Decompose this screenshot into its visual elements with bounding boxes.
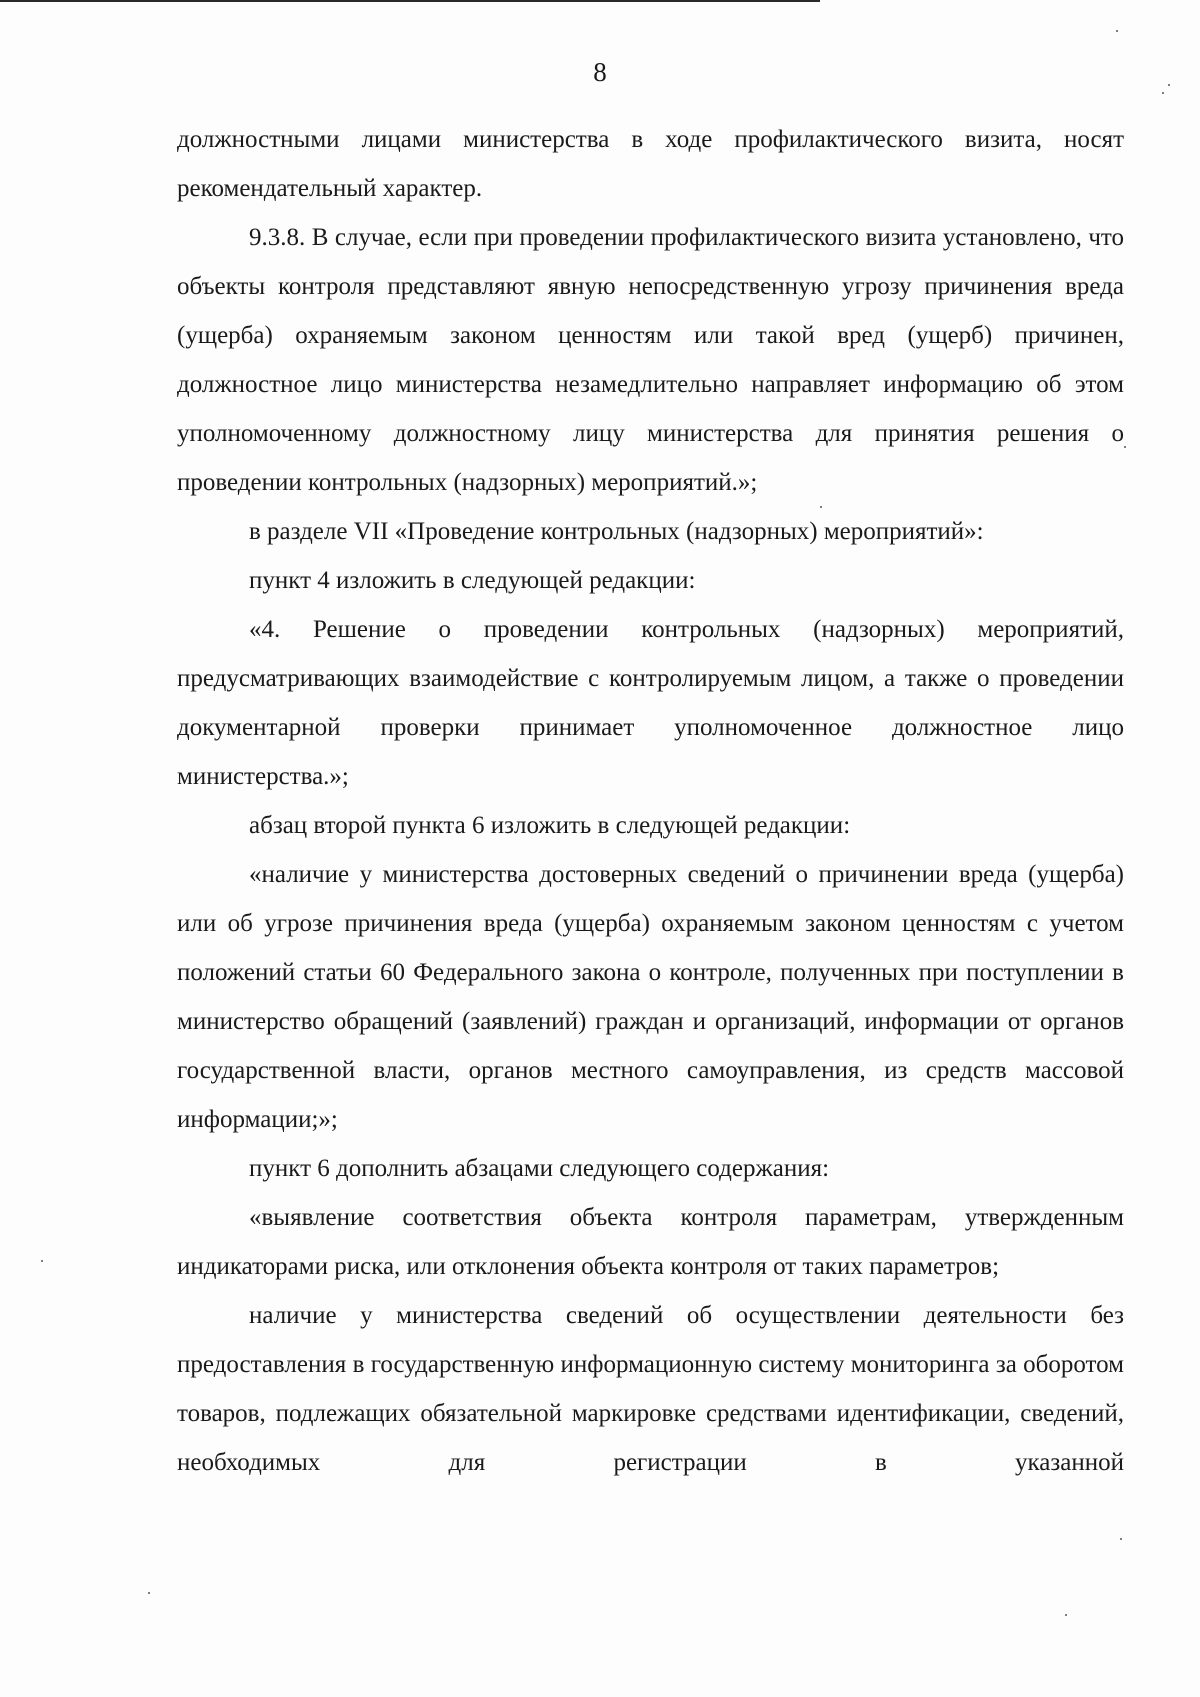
scan-top-edge [0,0,820,2]
scan-speck [1162,92,1164,94]
paragraph: «выявление соответствия объекта контроля параметрам, утвержденным индикаторами риска, или отклонения объекта контроля от таких параметров; [177,1204,1124,1280]
page-number: 8 [593,57,607,87]
scan-speck [820,506,822,508]
paragraph: в разделе VII «Проведение контрольных (надзорных) мероприятий»: [249,518,984,545]
paragraph: абзац второй пункта 6 изложить в следующей редакции: [249,812,851,839]
paragraph: «наличие у министерства достоверных сведений о причинении вреда (ущерба) или об угрозе причинения вреда (ущерба) охраняемым законом ценностям с учетом положений статьи 60 Федерального закона о контроле, полученных при поступлении в министерство обращений (заявлений) граждан и организаций, информации от органов государственной власти, органов местного самоуправления, из средств массовой информации;»; [177,861,1124,1133]
document-body [177,115,1124,1487]
scan-speck [148,1592,150,1594]
scan-speck [1116,30,1118,32]
paragraph: пункт 6 дополнить абзацами следующего содержания: [249,1155,830,1182]
scan-speck [1124,446,1126,448]
paragraph: пункт 4 изложить в следующей редакции: [249,567,696,594]
paragraph: должностными лицами министерства в ходе профилактического визита, носят рекомендательный характер. [177,126,1124,202]
scan-speck [1168,84,1170,86]
scan-speck [41,1260,43,1262]
paragraph: 9.3.8. В случае, если при проведении профилактического визита установлено, что объекты контроля представляют явную непосредственную угрозу причинения вреда (ущерба) охраняемым законом ценностям или такой вред (ущерб) причинен, должностное лицо министерства незамедлительно направляет информацию об этом уполномоченному должностному лицу министерства для принятия решения о проведении контрольных (надзорных) мероприятий.»; [177,224,1124,496]
scan-speck [1065,1614,1067,1616]
paragraph: «4. Решение о проведении контрольных (надзорных) мероприятий, предусматривающих взаимодействие с контролируемым лицом, а также о проведении документарной проверки принимает уполномоченное должностное лицо министерства.»; [177,616,1124,790]
paragraph: наличие у министерства сведений об осуществлении деятельности без предоставления в государственную информационную систему мониторинга за оборотом товаров, подлежащих обязательной маркировке средствами идентификации, сведений, необходимых для регистрации в указанной [177,1302,1124,1476]
scan-speck [1120,1538,1122,1540]
